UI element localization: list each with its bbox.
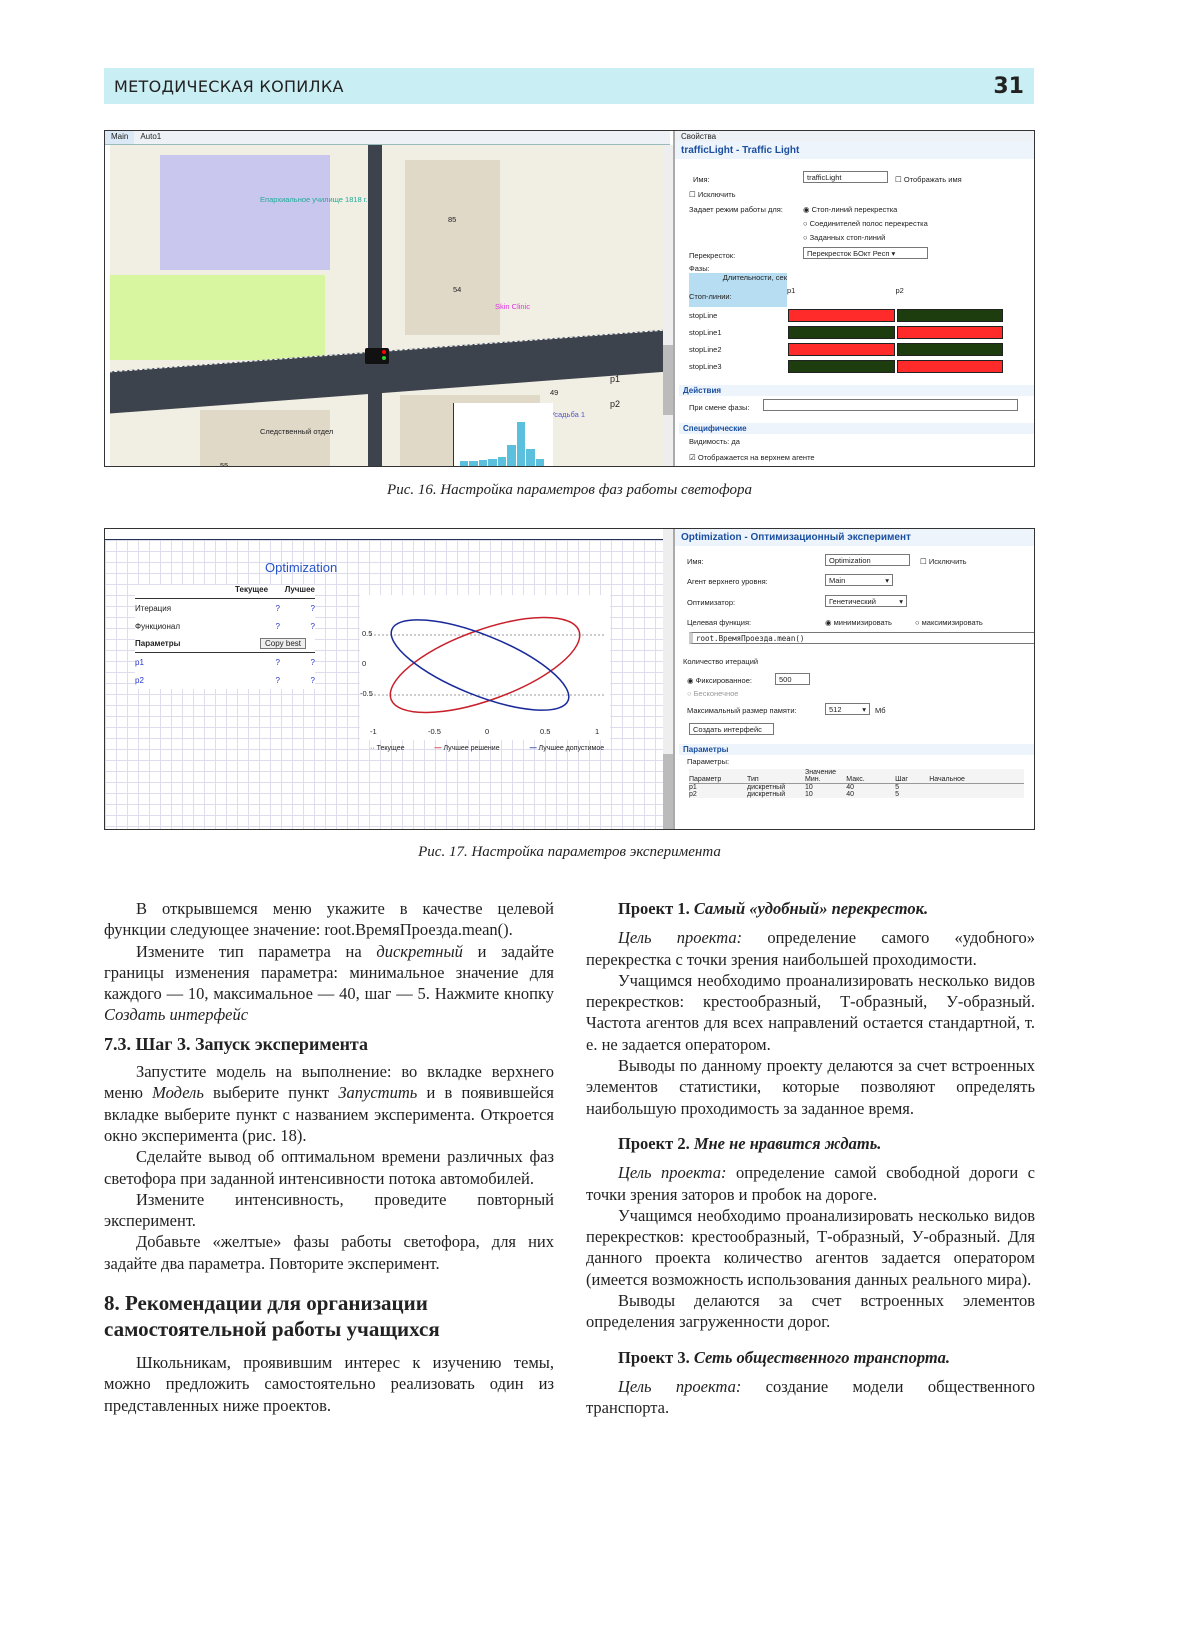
- intersection-value: Перекресток БОкт Респ: [807, 249, 889, 258]
- actions-section[interactable]: Действия: [679, 385, 1034, 396]
- goal-label: Целевая функция:: [687, 618, 751, 627]
- col-best: Лучшее: [275, 585, 315, 598]
- cell: 40: [846, 791, 895, 798]
- visibility-label: Видимость:: [689, 437, 729, 446]
- experiment-canvas: [105, 539, 663, 830]
- name-field[interactable]: trafficLight: [803, 171, 888, 183]
- paragraph: Измените тип параметра на дискретный и задайте границы изменения параметра: минимальное значение для каждого — 10, максимальное — 40, шаг — 5. Нажмите кнопку Создать интерфейс: [104, 941, 554, 1026]
- value: ?: [280, 676, 315, 685]
- legend-label: Лучшее решение: [443, 745, 499, 752]
- right-column: [586, 898, 1035, 1419]
- goal-function-field[interactable]: root.ВремяПроезда.mean(): [689, 632, 1035, 644]
- chart-legend: [370, 745, 604, 752]
- col-max: Макс.: [846, 776, 895, 784]
- paragraph: Школьникам, проявившим интерес к изучению темы, можно предложить самостоятельно реализовать один из представленных ниже проектов.: [104, 1352, 554, 1416]
- row-label: Функционал: [135, 622, 245, 631]
- value: ?: [245, 604, 280, 613]
- panel-title: trafficLight - Traffic Light: [675, 142, 1034, 159]
- paragraph: Учащимся необходимо проанализировать несколько видов перекрестков: крестообразный, Т-образный, У-образный. Для данного проекта количество агентов задается оператором (имеется возможность использования данных реального мира).: [586, 1205, 1035, 1290]
- legend-best: — Лучшее решение: [435, 745, 500, 752]
- param-p2[interactable]: p2: [610, 399, 620, 409]
- value: ?: [245, 658, 280, 667]
- name-field[interactable]: Optimization: [825, 554, 910, 566]
- exclude-checkbox[interactable]: ☐ Исключить: [920, 557, 967, 566]
- create-interface-button[interactable]: Создать интерфейс: [689, 723, 774, 735]
- paragraph: Добавьте «желтые» фазы работы светофора, для них задайте два параметра. Повторите эксперимент.: [104, 1231, 554, 1274]
- maximize-radio[interactable]: ○ максимизировать: [915, 618, 983, 627]
- figure-17-caption: Рис. 17. Настройка параметров эксперимента: [104, 844, 1035, 861]
- memory-unit: Мб: [875, 706, 886, 715]
- experiment-properties-panel: [673, 529, 1034, 829]
- x-tick: 0.5: [540, 727, 550, 736]
- show-top-checkbox[interactable]: ☑ Отображается на верхнем агенте: [689, 453, 815, 462]
- mode-option: Стоп-линий перекрестка: [812, 205, 898, 214]
- value: ?: [280, 604, 315, 613]
- x-tick: -1: [370, 727, 377, 736]
- col-value: Значение: [805, 769, 1024, 776]
- phase-cell-green[interactable]: [896, 341, 1005, 358]
- project-heading: Проект 2. Мне не нравится ждать.: [586, 1133, 1035, 1154]
- mode-radio-1[interactable]: ○ Соединителей полос перекрестка: [803, 219, 928, 228]
- stopline-row: [689, 307, 1004, 324]
- value: ?: [280, 658, 315, 667]
- editor-tabs: [105, 131, 670, 145]
- park-area: [110, 275, 325, 360]
- figure-16-caption: Рис. 16. Настройка параметров фаз работы светофора: [104, 482, 1035, 499]
- paragraph: В открывшемся меню укажите в качестве целевой функции следующее значение: root.ВремяПроезда.mean().: [104, 898, 554, 941]
- infinite-radio[interactable]: ○ Бесконечное: [687, 689, 738, 698]
- project-heading: Проект 3. Сеть общественного транспорта.: [586, 1347, 1035, 1368]
- cell: 10: [805, 784, 846, 792]
- section-title: МЕТОДИЧЕСКАЯ КОПИЛКА: [114, 77, 344, 96]
- cell: 10: [805, 791, 846, 798]
- stopline-name: stopLine1: [689, 324, 787, 341]
- value: ?: [245, 676, 280, 685]
- legend-feasible: — Лучшее допустимое: [530, 745, 605, 752]
- intersection-select[interactable]: Перекресток БОкт Респ ▾: [803, 247, 928, 259]
- legend-current: ·· Текущее: [370, 745, 405, 752]
- page-number: 31: [993, 74, 1024, 99]
- optimizer-select[interactable]: Генетический ▾: [825, 595, 907, 607]
- scrollbar[interactable]: [663, 529, 673, 830]
- map-label: Skin Clinic: [495, 302, 530, 311]
- params-label: Параметры: [135, 639, 260, 648]
- phases-label: Фазы:: [689, 264, 710, 273]
- map-view[interactable]: [110, 145, 665, 467]
- paragraph: Измените интенсивность, проведите повторный эксперимент.: [104, 1189, 554, 1232]
- parameters-label: Параметры:: [687, 757, 729, 766]
- y-tick: -0.5: [360, 689, 373, 698]
- col-current: Текущее: [235, 585, 275, 598]
- legend-label: Текущее: [377, 745, 405, 752]
- canvas-title: Optimization: [265, 560, 337, 575]
- stopline-name: stopLine3: [689, 358, 787, 375]
- row-label: Итерация: [135, 604, 245, 613]
- chart-svg: [360, 595, 610, 740]
- paragraph: Выводы делаются за счет встроенных элементов определения загруженности дорог.: [586, 1290, 1035, 1333]
- fixed-radio[interactable]: ◉ Фиксированное:: [687, 676, 752, 685]
- memory-select[interactable]: 512 ▾: [825, 703, 870, 715]
- parameter-row[interactable]: [689, 791, 1024, 798]
- mode-radio-0[interactable]: ◉ Стоп-линий перекрестка: [803, 205, 897, 214]
- corner-bottom: Стоп-линии:: [689, 292, 787, 301]
- parameters-section[interactable]: Параметры: [679, 744, 1034, 755]
- section-heading: 7.3. Шаг 3. Запуск эксперимента: [104, 1034, 554, 1055]
- map-label: 49: [550, 388, 558, 397]
- phase-cell-red[interactable]: [896, 358, 1005, 375]
- properties-panel: [673, 131, 1034, 466]
- param-label: p2: [135, 676, 245, 685]
- mode-option: Заданных стоп-линий: [810, 233, 886, 242]
- mode-radio-2[interactable]: ○ Заданных стоп-линий: [803, 233, 885, 242]
- optimizer-value: Генетический: [829, 597, 876, 606]
- exclude-label: Исключить: [698, 190, 736, 199]
- figure-16: [104, 130, 1035, 467]
- col-param: Параметр: [689, 776, 747, 784]
- agent-select[interactable]: Main ▾: [825, 574, 893, 586]
- x-tick: -0.5: [428, 727, 441, 736]
- optimization-chart: [360, 595, 610, 740]
- panel-tab[interactable]: Свойства: [675, 131, 1034, 142]
- show-name-checkbox[interactable]: ☐ Отображать имя: [895, 175, 962, 184]
- copy-best-button[interactable]: Copy best: [260, 638, 306, 649]
- col-type: Тип: [747, 776, 805, 784]
- x-tick: 0: [485, 727, 489, 736]
- stopline-row: [689, 341, 1004, 358]
- cell: 5: [895, 784, 929, 792]
- map-label: Усадьба 1: [550, 410, 585, 419]
- value: ?: [280, 622, 315, 631]
- map-label: 55: [220, 461, 228, 467]
- fixed-label: Фиксированное:: [696, 676, 752, 685]
- iterations-label: Количество итераций: [683, 657, 758, 666]
- phase-cell-green[interactable]: [787, 358, 896, 375]
- phase-cell-red[interactable]: [787, 341, 896, 358]
- phases-table: [689, 273, 1004, 375]
- cell: p1: [689, 784, 747, 792]
- exclude-label: Исключить: [929, 557, 967, 566]
- phase-cell-green[interactable]: [896, 307, 1005, 324]
- cell: 5: [895, 791, 929, 798]
- histogram-chart: [453, 403, 553, 467]
- stopline-row: [689, 324, 1004, 341]
- cell: дискретный: [747, 784, 805, 792]
- mode-option: Соединителей полос перекрестка: [810, 219, 928, 228]
- param-p1[interactable]: p1: [610, 374, 620, 384]
- map-label: Епархиальное училище 1818 г.: [260, 195, 368, 204]
- traffic-light-icon[interactable]: [365, 348, 389, 364]
- y-tick: 0.5: [362, 629, 372, 638]
- show-name-label: Отображать имя: [904, 175, 962, 184]
- map-label: 85: [448, 215, 456, 224]
- phase-cell-red[interactable]: [787, 307, 896, 324]
- maximize-label: максимизировать: [922, 618, 983, 627]
- memory-label: Максимальный размер памяти:: [687, 706, 797, 715]
- minimize-label: минимизировать: [834, 618, 892, 627]
- show-top-label: Отображается на верхнем агенте: [698, 453, 815, 462]
- parameters-table: [689, 769, 1024, 798]
- paragraph: Цель проекта: определение самого «удобного» перекрестка с точки зрения наибольшей проходимости.: [586, 927, 1035, 970]
- figure-17: [104, 528, 1035, 830]
- agent-label: Агент верхнего уровня:: [687, 577, 768, 586]
- best-solution-line: [379, 598, 591, 732]
- col-min: Мин.: [805, 776, 846, 784]
- road-vertical: [368, 145, 382, 467]
- tab-auto1[interactable]: Auto1: [134, 131, 167, 144]
- running-header: [104, 68, 1034, 104]
- paragraph: Выводы по данному проекту делаются за счет встроенных элементов статистики, которые позволяют определять наибольшую проходимость за заданное время.: [586, 1055, 1035, 1119]
- col-step: Шаг: [895, 776, 929, 784]
- col-initial: Начальное: [929, 776, 1024, 784]
- panel-title: Optimization - Оптимизационный эксперимент: [675, 529, 1034, 546]
- on-phase-label: При смене фазы:: [689, 403, 749, 412]
- paragraph: Цель проекта: определение самой свободной дороги с точки зрения заторов и пробок на дороге.: [586, 1162, 1035, 1205]
- phase-col: p2: [896, 273, 1005, 307]
- building-85: [405, 160, 500, 335]
- name-label: Имя:: [687, 557, 704, 566]
- phase-cell-red[interactable]: [896, 324, 1005, 341]
- paragraph: Сделайте вывод об оптимальном времени различных фаз светофора при заданной интенсивности потока автомобилей.: [104, 1146, 554, 1189]
- phase-col: p1: [787, 273, 896, 307]
- name-label: Имя:: [693, 175, 710, 184]
- agent-value: Main: [829, 576, 845, 585]
- phase-cell-green[interactable]: [787, 324, 896, 341]
- value: ?: [245, 622, 280, 631]
- minimize-radio[interactable]: ◉ минимизировать: [825, 618, 892, 627]
- legend-label: Лучшее допустимое: [539, 745, 605, 752]
- map-label: Следственный отдел: [260, 427, 333, 436]
- mode-label: Задает режим работы для:: [689, 205, 783, 214]
- corner-top: Длительности, сек: [689, 273, 787, 282]
- parameter-row[interactable]: [689, 784, 1024, 792]
- optimizer-label: Оптимизатор:: [687, 598, 735, 607]
- tab-main[interactable]: Main: [105, 131, 134, 144]
- left-column: [104, 898, 554, 1416]
- y-tick: 0: [362, 659, 366, 668]
- param-label: p1: [135, 658, 245, 667]
- x-tick: 1: [595, 727, 599, 736]
- paragraph: Цель проекта: создание модели общественного транспорта.: [586, 1376, 1035, 1419]
- cell: дискретный: [747, 791, 805, 798]
- building-west: [200, 410, 330, 467]
- intersection-label: Перекресток:: [689, 251, 735, 260]
- section-heading: 8. Рекомендации для организации самостоятельной работы учащихся: [104, 1290, 554, 1342]
- stopline-row: [689, 358, 1004, 375]
- scrollbar[interactable]: [663, 145, 673, 467]
- infinite-label: Бесконечное: [694, 689, 739, 698]
- cell: p2: [689, 791, 747, 798]
- exclude-checkbox[interactable]: ☐ Исключить: [689, 190, 736, 199]
- stopline-name: stopLine: [689, 307, 787, 324]
- on-phase-field[interactable]: [763, 399, 1018, 411]
- memory-value: 512: [829, 705, 842, 714]
- results-table: [135, 585, 315, 689]
- paragraph: Учащимся необходимо проанализировать несколько видов перекрестков: крестообразный, Т-образный, У-образный. Частота агентов для всех направлений остается стандартной, т. е. не задается оператором.: [586, 970, 1035, 1055]
- specific-section[interactable]: Специфические: [679, 423, 1034, 434]
- stopline-name: stopLine2: [689, 341, 787, 358]
- building-school: [160, 155, 330, 270]
- cell: 40: [846, 784, 895, 792]
- map-label: 54: [453, 285, 461, 294]
- project-heading: Проект 1. Самый «удобный» перекресток.: [586, 898, 1035, 919]
- iterations-field[interactable]: 500: [775, 673, 810, 685]
- paragraph: Запустите модель на выполнение: во вкладке верхнего меню Модель выберите пункт Запустить и в появившейся вкладке выберите пункт с названием эксперимента. Откроется окно эксперимента (рис. 18).: [104, 1061, 554, 1146]
- visibility-toggle[interactable]: да: [731, 437, 740, 446]
